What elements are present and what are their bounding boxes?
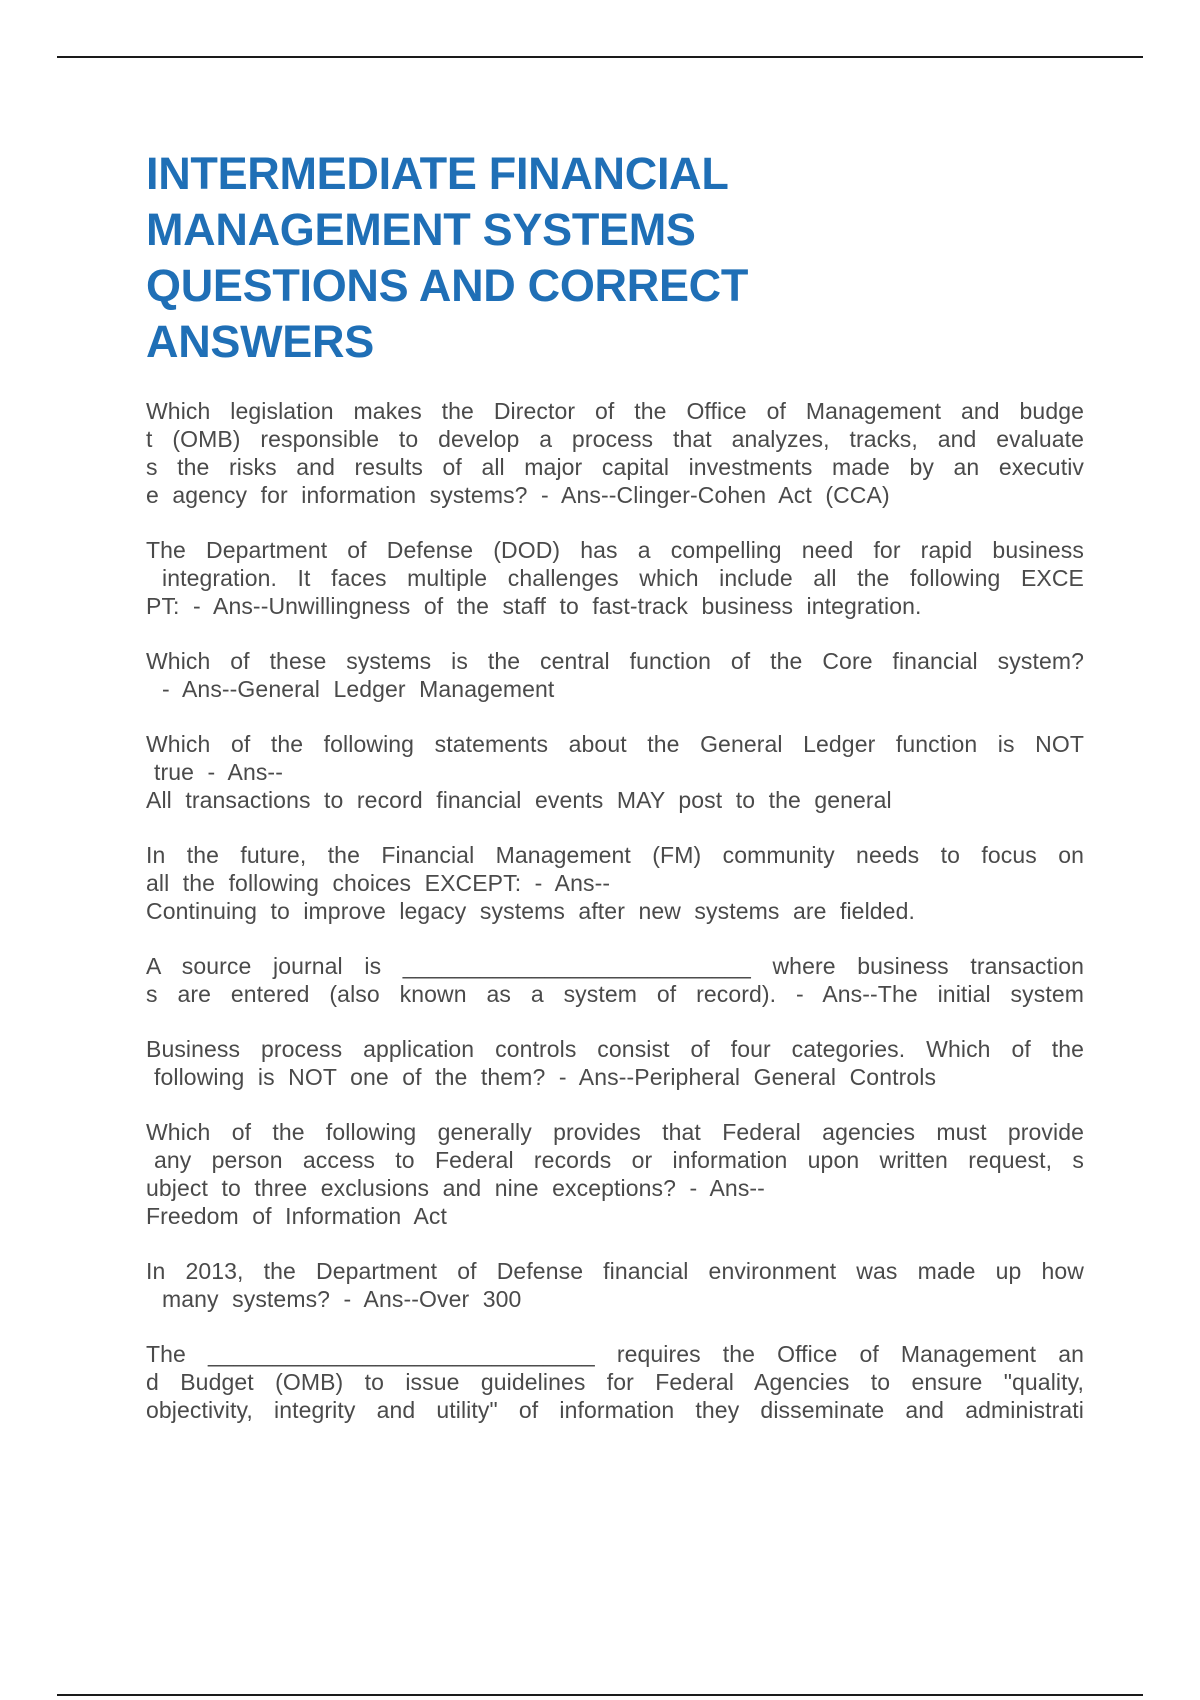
document-title	[146, 146, 1084, 370]
qa-line: Which legislation makes the Director of the Office of Management and budge	[146, 398, 1084, 424]
qa-item	[146, 1340, 1084, 1424]
bottom-rule	[57, 1694, 1143, 1696]
qa-line: all the following choices EXCEPT: - Ans--	[146, 870, 611, 896]
qa-line: Which of the following statements about the General Ledger function is NOT	[146, 731, 1084, 757]
qa-line: t (OMB) responsible to develop a process that analyzes, tracks, and evaluate	[146, 426, 1084, 452]
qa-item	[146, 647, 1084, 703]
qa-line: following is NOT one of the them? - Ans--Peripheral General Controls	[154, 1064, 937, 1090]
qa-item	[146, 1118, 1084, 1230]
qa-line: - Ans--General Ledger Management	[162, 676, 555, 702]
qa-line: All transactions to record financial events MAY post to the general	[146, 787, 892, 813]
title-line: MANAGEMENT SYSTEMS	[146, 204, 696, 255]
qa-line: The ______________________________ requires the Office of Management an	[146, 1341, 1084, 1367]
qa-line: The Department of Defense (DOD) has a compelling need for rapid business	[146, 537, 1084, 563]
qa-item	[146, 730, 1084, 814]
qa-item	[146, 536, 1084, 620]
qa-line: s the risks and results of all major capital investments made by an executiv	[146, 454, 1084, 480]
title-line: ANSWERS	[146, 316, 374, 367]
qa-line: A source journal is ___________________________ where business transaction	[146, 953, 1084, 979]
qa-item	[146, 841, 1084, 925]
qa-line: Continuing to improve legacy systems after new systems are fielded.	[146, 898, 915, 924]
qa-item	[146, 1035, 1084, 1091]
qa-line: Which of these systems is the central function of the Core financial system?	[146, 648, 1084, 674]
qa-line: true - Ans--	[154, 759, 283, 785]
qa-line: d Budget (OMB) to issue guidelines for Federal Agencies to ensure "quality,	[146, 1369, 1084, 1395]
title-line: QUESTIONS AND CORRECT	[146, 260, 749, 311]
qa-line: objectivity, integrity and utility" of information they disseminate and administrati	[146, 1397, 1084, 1423]
qa-line: integration. It faces multiple challenges which include all the following EXCE	[162, 565, 1084, 591]
qa-line: In the future, the Financial Management (FM) community needs to focus on	[146, 842, 1084, 868]
qa-line: e agency for information systems? - Ans--Clinger-Cohen Act (CCA)	[146, 482, 890, 508]
qa-line: PT: - Ans--Unwillingness of the staff to fast-track business integration.	[146, 593, 922, 619]
qa-line: In 2013, the Department of Defense financial environment was made up how	[146, 1258, 1084, 1284]
qa-line: any person access to Federal records or information upon written request, s	[154, 1147, 1084, 1173]
title-line: INTERMEDIATE FINANCIAL	[146, 148, 729, 199]
qa-line: Freedom of Information Act	[146, 1203, 448, 1229]
qa-line: s are entered (also known as a system of record). - Ans--The initial system	[146, 981, 1084, 1007]
qa-item	[146, 1257, 1084, 1313]
document-body	[146, 146, 1084, 1451]
qa-line: Business process application controls consist of four categories. Which of the	[146, 1036, 1084, 1062]
qa-line: ubject to three exclusions and nine exceptions? - Ans--	[146, 1175, 765, 1201]
qa-line: many systems? - Ans--Over 300	[162, 1286, 522, 1312]
qa-item	[146, 952, 1084, 1008]
qa-item	[146, 397, 1084, 509]
top-rule	[57, 56, 1143, 58]
qa-line: Which of the following generally provides that Federal agencies must provide	[146, 1119, 1084, 1145]
